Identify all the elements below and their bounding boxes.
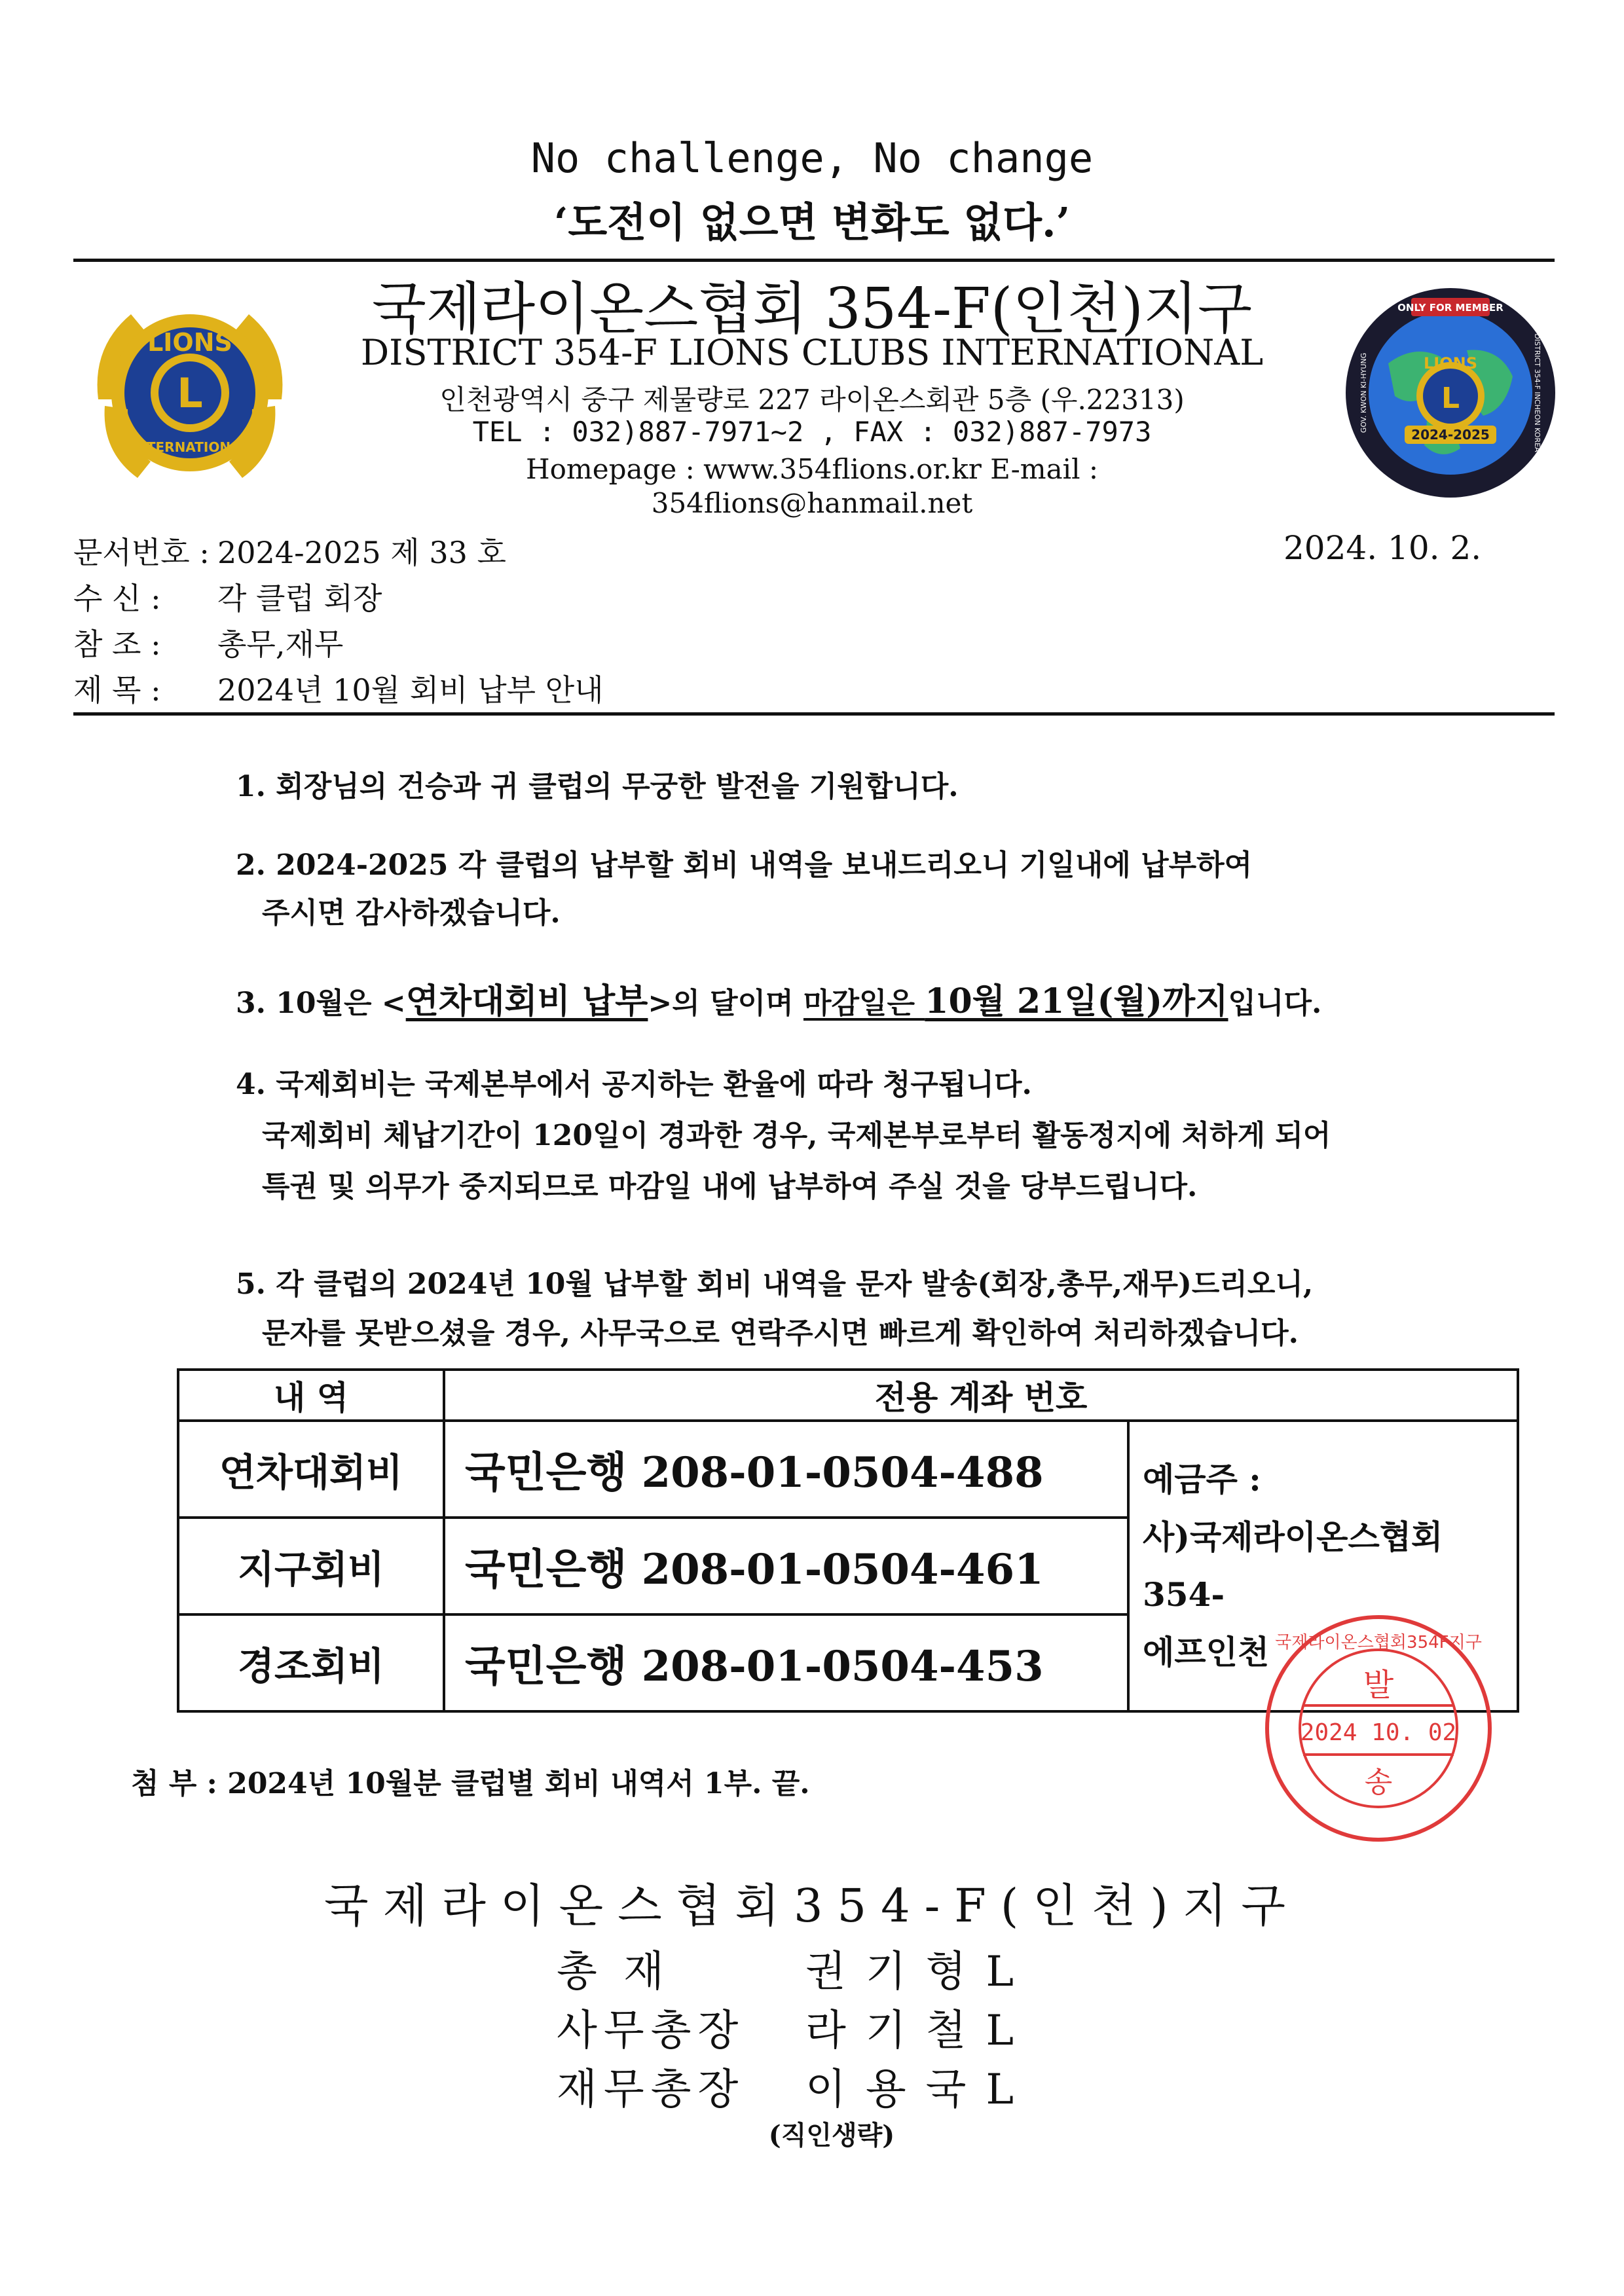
- account-holder-line-1: 예금주 :: [1143, 1460, 1261, 1499]
- table-row: [178, 1421, 1518, 1518]
- org-email: 354flions@hanmail.net: [651, 487, 973, 519]
- paragraph-2-line-1: 2. 2024-2025 각 클럽의 납부할 회비 내역을 보내드리오니 기일내에 납부하여: [236, 848, 1253, 882]
- slogan-english: No challenge, No change: [530, 134, 1094, 182]
- header-top-rule: [73, 259, 1555, 262]
- district-logo-top-text: ONLY FOR MEMBER: [1397, 302, 1504, 314]
- paragraph-3-deadline: 10월 21일(월)까지: [925, 981, 1228, 1021]
- doc-number-label: 문서번호 :: [73, 535, 210, 570]
- district-logo-letter: L: [1441, 382, 1460, 415]
- signature-name: 라기철L: [805, 2007, 1033, 2055]
- attachment-line: 첨 부 : 2024년 10월분 클럽별 회비 내역서 1부. 끝.: [131, 1767, 810, 1800]
- paragraph-5-line-1: 5. 각 클럽의 2024년 10월 납부할 회비 내역을 문자 발송(회장,총무,재무)드리오니,: [236, 1267, 1314, 1301]
- paragraph-3: [236, 974, 1321, 1023]
- paragraph-3-part-a: 3. 10월은 <: [236, 987, 406, 1020]
- account-number: 국민은행 208-01-0504-453: [444, 1614, 1128, 1711]
- signature-org: 국제라이온스협회354-F(인천)지구: [324, 1879, 1300, 1933]
- district-logo-band-text: LIONS: [1424, 354, 1477, 373]
- district-logo-left-arc: GOV. KWON KI-HYUNG: [1359, 352, 1368, 433]
- reference-label: 참 조 :: [73, 627, 161, 662]
- seal-omitted-note: (직인생략): [768, 2120, 895, 2151]
- recipient-line: [73, 575, 382, 618]
- fee-name: 경조회비: [178, 1614, 444, 1711]
- org-name-korean: 국제라이온스협회 354-F(인천)지구: [371, 276, 1253, 342]
- doc-date: 2024. 10. 2.: [1283, 529, 1482, 567]
- fee-name: 연차대회비: [178, 1421, 444, 1518]
- header-bottom-rule: [73, 712, 1555, 716]
- paragraph-3-highlight: 연차대회비 납부: [405, 981, 648, 1021]
- lions-logo-letter: L: [177, 369, 203, 417]
- district-logo-right-arc: DISTRICT 354-F INCHEON KOREA: [1533, 333, 1541, 452]
- district-logo-year: 2024-2025: [1411, 427, 1490, 443]
- paragraph-3-part-c: >의 달이며: [648, 987, 803, 1020]
- doc-number-line: [73, 529, 506, 572]
- org-address: 인천광역시 중구 제물량로 227 라이온스회관 5층 (우.22313): [439, 384, 1185, 416]
- subject: 2024년 10월 회비 납부 안내: [217, 672, 604, 708]
- stamp-bottom-char: 송: [1364, 1766, 1393, 1799]
- stamp-ring-text: 국제라이온스협회354F지구: [1275, 1633, 1482, 1652]
- subject-label: 제 목 :: [73, 672, 161, 708]
- account-holder-line-3: 에프인천: [1143, 1633, 1270, 1671]
- org-name-english: DISTRICT 354-F LIONS CLUBS INTERNATIONAL: [360, 332, 1264, 373]
- recipient: 각 클럽 회장: [217, 581, 382, 616]
- account-holder-line-2: 사)국제라이온스협회354-: [1143, 1518, 1443, 1614]
- paragraph-3-deadline-label: 마감일은: [803, 987, 925, 1020]
- table-header-item: 내 역: [178, 1370, 444, 1421]
- paragraph-4-line-1: 4. 국제회비는 국제본부에서 공지하는 환율에 따라 청구됩니다.: [236, 1068, 1032, 1101]
- paragraph-4-line-3: 특권 및 의무가 중지되므로 마감일 내에 납부하여 주실 것을 당부드립니다.: [262, 1170, 1198, 1203]
- paragraph-3-part-f: 입니다.: [1228, 987, 1322, 1020]
- account-number: 국민은행 208-01-0504-461: [444, 1518, 1128, 1614]
- stamp-top-char: 발: [1363, 1667, 1394, 1704]
- reference-line: [73, 621, 343, 664]
- lions-logo-top-text: LIONS: [147, 328, 232, 357]
- doc-number: 2024-2025 제 33 호: [217, 535, 506, 570]
- signature-title: 사무총장: [557, 2007, 745, 2055]
- account-number: 국민은행 208-01-0504-488: [444, 1421, 1128, 1518]
- paragraph-5-line-2: 문자를 못받으셨을 경우, 사무국으로 연락주시면 빠르게 확인하여 처리하겠습니다.: [262, 1317, 1299, 1350]
- recipient-label: 수 신 :: [73, 581, 161, 616]
- paragraph-4-line-2: 국제회비 체납기간이 120일이 경과한 경우, 국제본부로부터 활동정지에 처하게 되어: [262, 1119, 1331, 1152]
- reference: 총무,재무: [217, 627, 344, 662]
- signature-row: [557, 1997, 1033, 2057]
- table-header-account: 전용 계좌 번호: [444, 1370, 1518, 1421]
- signature-name: 권기형L: [805, 1948, 1033, 1996]
- signature-row: [557, 2056, 1033, 2116]
- paragraph-2-line-2: 주시면 감사하겠습니다.: [262, 896, 561, 930]
- fee-name: 지구회비: [178, 1518, 444, 1614]
- lions-logo-bottom-text: INTERNATIONAL: [130, 439, 249, 455]
- signature-title: 총 재: [557, 1948, 671, 1996]
- subject-line: [73, 666, 604, 710]
- table-header-row: [178, 1370, 1518, 1421]
- org-contact: TEL : 032)887-7971~2 , FAX : 032)887-7973: [472, 416, 1152, 448]
- paragraph-1: 1. 회장님의 건승과 귀 클럽의 무궁한 발전을 기원합니다.: [236, 770, 959, 803]
- signature-title: 재무총장: [557, 2066, 745, 2114]
- signature-name: 이용국L: [805, 2066, 1033, 2114]
- stamp-date: 2024 10. 02: [1300, 1719, 1457, 1746]
- slogan-korean: ‘도전이 없으면 변화도 없다.’: [553, 198, 1071, 246]
- org-homepage: Homepage : www.354flions.or.kr E-mail :: [525, 453, 1099, 485]
- issued-stamp: [1257, 1607, 1500, 1850]
- signature-row: [557, 1938, 1033, 1998]
